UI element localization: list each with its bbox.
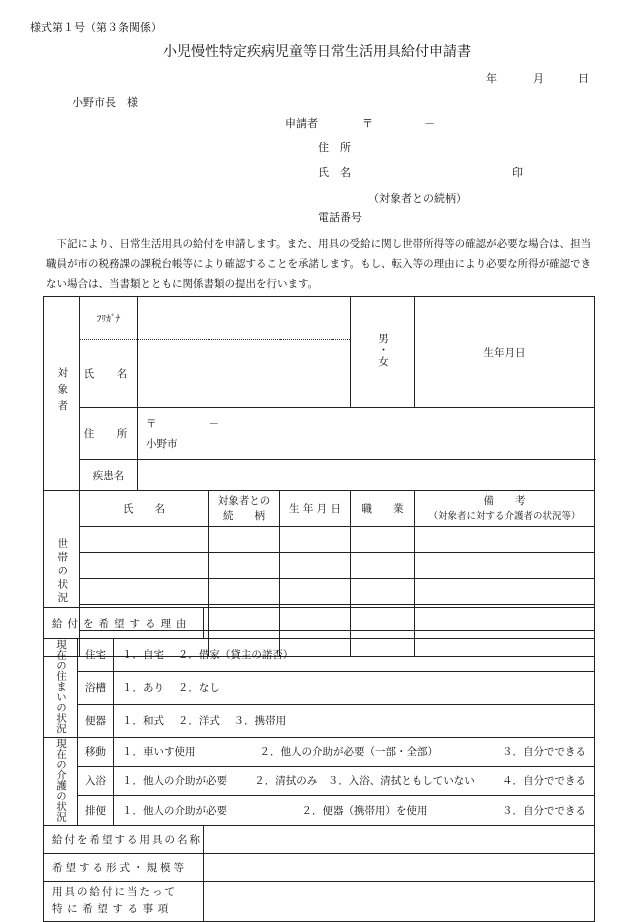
disease-label: 疾患名 — [80, 460, 138, 491]
furigana-label: ﾌﾘｶﾞﾅ — [80, 297, 138, 340]
subject-name-field[interactable] — [138, 339, 351, 407]
care-section-label: 現在の介護の状況 — [44, 737, 78, 825]
furigana-field[interactable] — [138, 297, 351, 340]
subject-name-label: 氏 名 — [80, 339, 138, 407]
household-header-name: 氏 名 — [80, 491, 209, 527]
reason-label: 給付を希望する理由 — [44, 608, 204, 639]
household-birth-cell[interactable] — [280, 579, 351, 605]
table-row — [44, 553, 595, 579]
table-row — [44, 579, 595, 605]
housing-options[interactable]: １．自宅 ２．借家（貸主の諾否） — [114, 639, 595, 672]
addressee: 小野市長 様 — [72, 96, 138, 109]
household-section-label: 世帯の状況 — [44, 491, 80, 657]
household-name-cell[interactable] — [80, 527, 209, 553]
date-month: 月 — [533, 72, 544, 85]
residence-section-label: 現在の住まいの状況 — [44, 639, 78, 738]
special-request-field[interactable] — [204, 881, 595, 921]
household-remarks-cell[interactable] — [415, 527, 595, 553]
format-field[interactable] — [204, 853, 595, 881]
applicant-relation: （対象者との続柄） — [368, 192, 467, 205]
household-remarks-cell[interactable] — [415, 579, 595, 605]
date-year: 年 — [486, 72, 497, 85]
form-title: 小児慢性特定疾病児童等日常生活用具給付申請書 — [163, 44, 471, 60]
special-request-label: 用具の給付に当たって 特に希望する事項 — [44, 881, 204, 921]
subject-city: 小野市 — [146, 437, 178, 450]
intro-line: 職員が市の税務課の課税台帳等により確認することを承諾します。もし、転入等の理由により必要な所得が確認でき — [46, 258, 592, 270]
format-label: 希望する形式・規模等 — [44, 853, 204, 881]
table-row — [44, 527, 595, 553]
applicant-postal-dash: － — [424, 117, 435, 130]
household-job-cell[interactable] — [351, 579, 415, 605]
need-status-table — [43, 607, 595, 922]
residence-row-label: 住宅 — [78, 639, 114, 672]
subject-address-field[interactable] — [138, 408, 595, 460]
subject-postal-dash: － — [208, 417, 219, 430]
applicant-label: 申請者 — [285, 117, 318, 130]
household-remarks-cell[interactable] — [415, 553, 595, 579]
household-name-cell[interactable] — [80, 553, 209, 579]
mobility-options[interactable]: １．車いす使用 ２．他人の介助が必要（一部・全部） ３．自分でできる — [114, 737, 595, 766]
subject-household-table — [43, 296, 595, 657]
household-header-relation: 対象者との 続 柄 — [209, 491, 280, 527]
subject-birth-label: 生年月日 — [415, 297, 595, 408]
household-relation-cell[interactable] — [209, 527, 280, 553]
tool-name-field[interactable] — [204, 825, 595, 853]
reason-field[interactable] — [204, 608, 595, 639]
intro-paragraph — [46, 234, 593, 294]
intro-line: ない場合は、当書類とともに関係書類の提出を行います。 — [46, 278, 319, 290]
seal-mark: 印 — [512, 166, 523, 179]
bathing-options[interactable]: １．他人の介助が必要 ２．清拭のみ ３．入浴、清拭ともしていない ４．自分でできる — [114, 766, 595, 795]
care-row-label: 排便 — [78, 796, 114, 825]
excretion-options[interactable]: １．他人の介助が必要 ２．便器（携帯用）を使用 ３．自分でできる — [114, 796, 595, 825]
household-birth-cell[interactable] — [280, 527, 351, 553]
household-header-job: 職 業 — [351, 491, 415, 527]
household-name-cell[interactable] — [80, 579, 209, 605]
residence-row-label: 便器 — [78, 704, 114, 737]
form-number: 様式第１号（第３条関係） — [30, 21, 162, 34]
subject-postal-mark: 〒 — [146, 417, 157, 430]
applicant-name-label: 氏 名 — [318, 166, 351, 179]
tool-name-label: 給付を希望する用具の名称 — [44, 825, 204, 853]
intro-line: 下記により、日常生活用具の給付を申請します。また、用具の受給に関し世帯所得等の確認が必要な場合は、担当 — [46, 238, 592, 250]
applicant-postal-mark: 〒 — [362, 117, 373, 130]
household-header-remarks: 備 考 （対象者に対する介護者の状況等） — [415, 491, 595, 527]
household-job-cell[interactable] — [351, 527, 415, 553]
toilet-options[interactable]: １．和式 ２．洋式 ３．携帯用 — [114, 704, 595, 737]
care-row-label: 入浴 — [78, 766, 114, 795]
residence-row-label: 浴槽 — [78, 671, 114, 704]
subject-section-label: 対象者 — [44, 297, 80, 491]
sex-selector[interactable]: 男・女 — [351, 297, 415, 408]
household-birth-cell[interactable] — [280, 553, 351, 579]
household-job-cell[interactable] — [351, 553, 415, 579]
household-relation-cell[interactable] — [209, 579, 280, 605]
household-relation-cell[interactable] — [209, 553, 280, 579]
date-day: 日 — [578, 72, 589, 85]
applicant-phone-label: 電話番号 — [318, 211, 362, 224]
disease-field[interactable] — [138, 460, 595, 491]
household-header-birth: 生 年 月 日 — [280, 491, 351, 527]
bathtub-options[interactable]: １．あり ２．なし — [114, 671, 595, 704]
care-row-label: 移動 — [78, 737, 114, 766]
applicant-address-label: 住 所 — [318, 141, 351, 154]
subject-address-label: 住 所 — [80, 408, 138, 460]
